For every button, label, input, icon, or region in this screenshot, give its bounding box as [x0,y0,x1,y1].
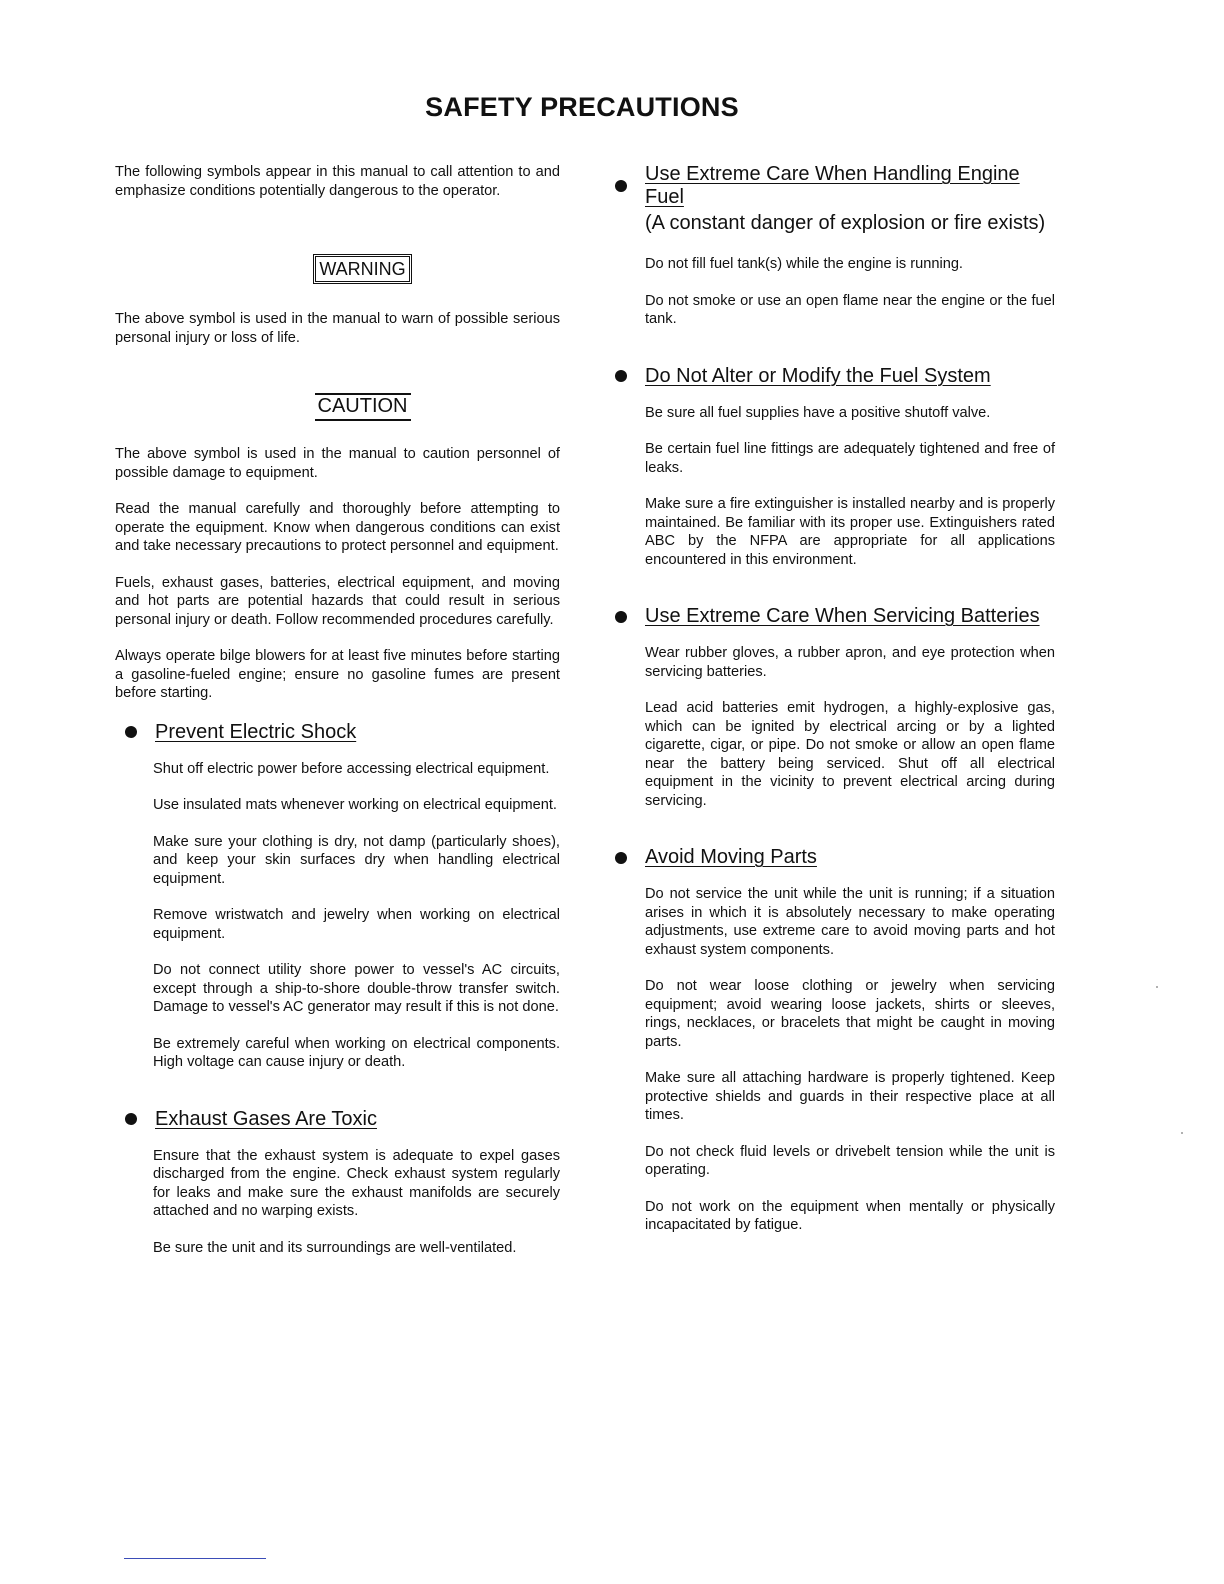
caution-symbol-wrap [115,365,560,445]
section-batteries [615,605,1055,810]
list-item: Ensure that the exhaust system is adequate to expel gases discharged from the engine. Check exhaust system regularly for leaks and make sure the exhaust manifolds are securely attached and no warping exists. [153,1147,560,1219]
list-item: Make sure your clothing is dry, not damp (particularly shoes), and keep your skin surfaces dry when handling electrical equipment. [153,833,560,887]
list-item: Be extremely careful when working on electrical components. High voltage can cause injury or death. [153,1035,560,1070]
warning-description: The above symbol is used in the manual to warn of possible serious personal injury or loss of life. [115,311,560,346]
section-heading [125,721,560,744]
list-item: Remove wristwatch and jewelry when working on electrical equipment. [153,907,560,942]
section-electric-shock [115,721,560,1072]
list-item: Be sure the unit and its surroundings are well-ventilated. [153,1239,517,1256]
section-title: Prevent Electric Shock [155,720,357,743]
list-item: Do not check fluid levels or drivebelt tension while the unit is operating. [645,1143,1055,1178]
hazards-paragraph: Fuels, exhaust gases, batteries, electrical equipment, and moving and hot parts are potential hazards that could result in serious personal injury or death. Follow recommended procedures carefully. [115,574,560,628]
list-item: Make sure all attaching hardware is properly tightened. Keep protective shields and guards in their respective place at all times. [645,1070,1055,1123]
list-item: Make sure a fire extinguisher is installed nearby and is properly maintained. Be familiar with its proper use. Extinguishers rated ABC by the NFPA are appropriate for all applications encountered in this environment. [645,496,1055,568]
section-title: Use Extreme Care When Handling Engine Fuel [645,163,1020,208]
section-body [115,760,560,1072]
caution-description: The above symbol is used in the manual to caution personnel of possible damage to equipment. [115,446,560,481]
section-title: Exhaust Gases Are Toxic [155,1107,377,1130]
intro-paragraph: The following symbols appear in this manual to call attention to and emphasize conditions potentially dangerous to the operator. [115,164,560,199]
list-item: Be certain fuel line fittings are adequately tightened and free of leaks. [645,441,1055,476]
section-title: Use Extreme Care When Servicing Batteries [645,605,1040,627]
section-heading [615,163,1055,209]
section-body [615,404,1055,570]
section-body [115,1147,560,1258]
list-item: Do not connect utility shore power to vessel's AC circuits, except through a ship-to-shore double-throw transfer switch. Damage to vessel's AC generator may result if this is not done. [153,962,560,1015]
bullet-icon [125,1113,137,1125]
caution-symbol: CAUTION [315,393,411,421]
list-item: Use insulated mats whenever working on electrical equipment. [153,797,557,813]
section-exhaust-gases [115,1108,560,1258]
section-body [615,644,1055,810]
footer-rule [124,1558,266,1559]
scan-speck [1156,986,1158,988]
section-subtitle: (A constant danger of explosion or fire exists) [645,212,1046,234]
list-item: Do not service the unit while the unit is running; if a situation arises in which it is absolutely necessary to make operating adjustments, use extreme care to avoid moving parts and hot exhaust system components. [645,886,1055,958]
section-heading [615,365,1055,388]
read-manual-paragraph: Read the manual carefully and thoroughly before attempting to operate the equipment. Know when dangerous conditions can exist and take necessary precautions to protect personnel and equipment. [115,501,560,554]
section-body [615,255,1055,329]
bullet-icon [615,852,627,864]
warning-symbol-wrap [115,218,560,310]
section-heading [615,846,1055,869]
section-engine-fuel [615,163,1055,329]
list-item: Do not fill fuel tank(s) while the engine is running. [645,256,963,272]
section-heading [615,605,1055,628]
section-body [615,885,1055,1235]
page-title: SAFETY PRECAUTIONS [425,92,739,122]
list-item: Do not wear loose clothing or jewelry when servicing equipment; avoid wearing loose jackets, shirts or sleeves, rings, necklaces, or bracelets that might be caught in moving parts. [645,978,1055,1050]
bullet-icon [125,726,137,738]
list-item: Do not smoke or use an open flame near the engine or the fuel tank. [645,292,1055,327]
bilge-paragraph: Always operate bilge blowers for at least five minutes before starting a gasoline-fueled engine; ensure no gasoline fumes are present before starting. [115,648,560,701]
left-column [115,163,560,1275]
bullet-icon [615,370,627,382]
section-heading [125,1108,560,1131]
section-title: Avoid Moving Parts [645,846,817,868]
warning-symbol: WARNING [313,254,411,284]
list-item: Wear rubber gloves, a rubber apron, and eye protection when servicing batteries. [645,645,1055,680]
list-item: Do not work on the equipment when mentally or physically incapacitated by fatigue. [645,1198,1055,1233]
list-item: Shut off electric power before accessing electrical equipment. [153,760,550,777]
right-column [615,163,1055,1253]
section-moving-parts [615,846,1055,1235]
section-fuel-system [615,365,1055,570]
section-title: Do Not Alter or Modify the Fuel System [645,364,991,387]
bullet-icon [615,180,627,192]
list-item: Lead acid batteries emit hydrogen, a highly-explosive gas, which can be ignited by electrical arcing or by a lighted cigarette, cigar, or pipe. Do not smoke or allow an open flame near the battery being serviced. Shut off all electrical equipment in the vicinity to prevent electrical arcing during servicing. [645,700,1055,809]
scan-speck [1181,1132,1183,1134]
bullet-icon [615,611,627,623]
list-item: Be sure all fuel supplies have a positive shutoff valve. [645,404,991,421]
